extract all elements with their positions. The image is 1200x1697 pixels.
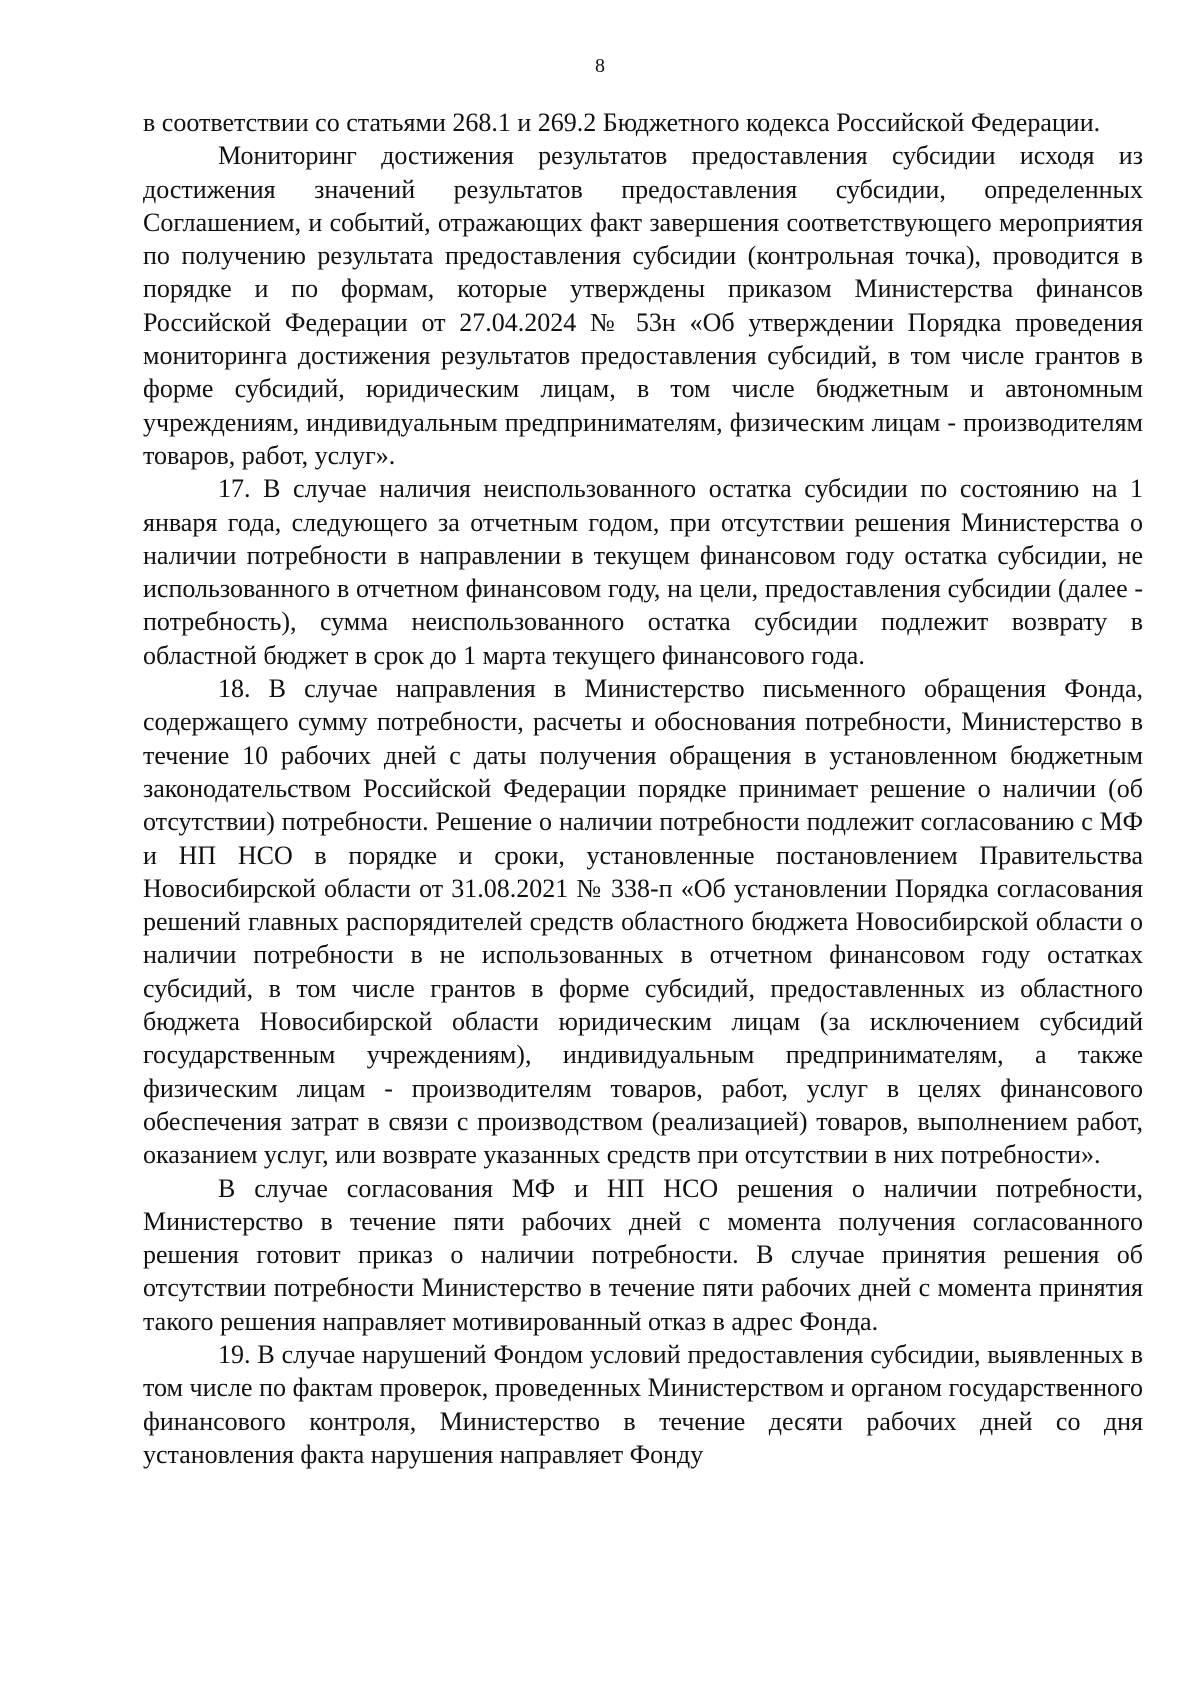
paragraph-approval: В случае согласования МФ и НП НСО решения о наличии потребности, Министерство в течение пяти рабочих дней с момента получения согласованного решения готовит приказ о наличии потребности. В случае принятия решения об отсутствии потребности Министерство в течение пяти рабочих дней с момента принятия такого решения направляет мотивированный отказ в адрес Фонда. bbox=[143, 1173, 1143, 1336]
page-number: 8 bbox=[595, 55, 605, 77]
paragraph-continuation: в соответствии со статьями 268.1 и 269.2 Бюджетного кодекса Российской Федерации. bbox=[143, 108, 1101, 137]
document-body bbox=[143, 106, 1143, 1471]
paragraph-clause-18: 18. В случае направления в Министерство письменного обращения Фонда, содержащего сумму потребности, расчеты и обоснования потребности, Министерство в течение 10 рабочих дней с даты получения обращения в установленном бюджетным законодательством Российской Федерации порядке принимает решение о наличии (об отсутствии) потребности. Решение о наличии потребности подлежит согласованию с МФ и НП НСО в порядке и сроки, установленные постановлением Правительства Новосибирской области от 31.08.2021 № 338-п «Об установлении Порядка согласования решений главных распорядителей средств областного бюджета Новосибирской области о наличии потребности в не использованных в отчетном финансовом году остатках субсидий, в том числе грантов в форме субсидий, предоставленных из областного бюджета Новосибирской области юридическим лицам (за исключением субсидий государственным учреждениям), индивидуальным предпринимателям, а также физическим лицам - производителям товаров, работ, услуг в целях финансового обеспечения затрат в связи с производством (реализацией) товаров, выполнением работ, оказанием услуг, или возврате указанных средств при отсутствии в них потребности». bbox=[143, 674, 1143, 1170]
paragraph-clause-17: 17. В случае наличия неиспользованного остатка субсидии по состоянию на 1 января года, следующего за отчетным годом, при отсутствии решения Министерства о наличии потребности в направлении в текущем финансовом году остатка субсидии, не использованного в отчетном финансовом году, на цели, предоставления субсидии (далее - потребность), сумма неиспользованного остатка субсидии подлежит возврату в областной бюджет в срок до 1 марта текущего финансового года. bbox=[143, 474, 1143, 670]
paragraph-monitoring: Мониторинг достижения результатов предоставления субсидии исходя из достижения значений результатов предоставления субсидии, определенных Соглашением, и событий, отражающих факт завершения соответствующего мероприятия по получению результата предоставления субсидии (контрольная точка), проводится в порядке и по формам, которые утверждены приказом Министерства финансов Российской Федерации от 27.04.2024 № 53н «Об утверждении Порядка проведения мониторинга достижения результатов предоставления субсидий, в том числе грантов в форме субсидий, юридическим лицам, в том числе бюджетным и автономным учреждениям, индивидуальным предпринимателям, физическим лицам - производителям товаров, работ, услуг». bbox=[143, 141, 1143, 470]
paragraph-clause-19: 19. В случае нарушений Фондом условий предоставления субсидии, выявленных в том числе по фактам проверок, проведенных Министерством и органом государственного финансового контроля, Министерство в течение десяти рабочих дней со дня установления факта нарушения направляет Фонду bbox=[143, 1339, 1143, 1469]
